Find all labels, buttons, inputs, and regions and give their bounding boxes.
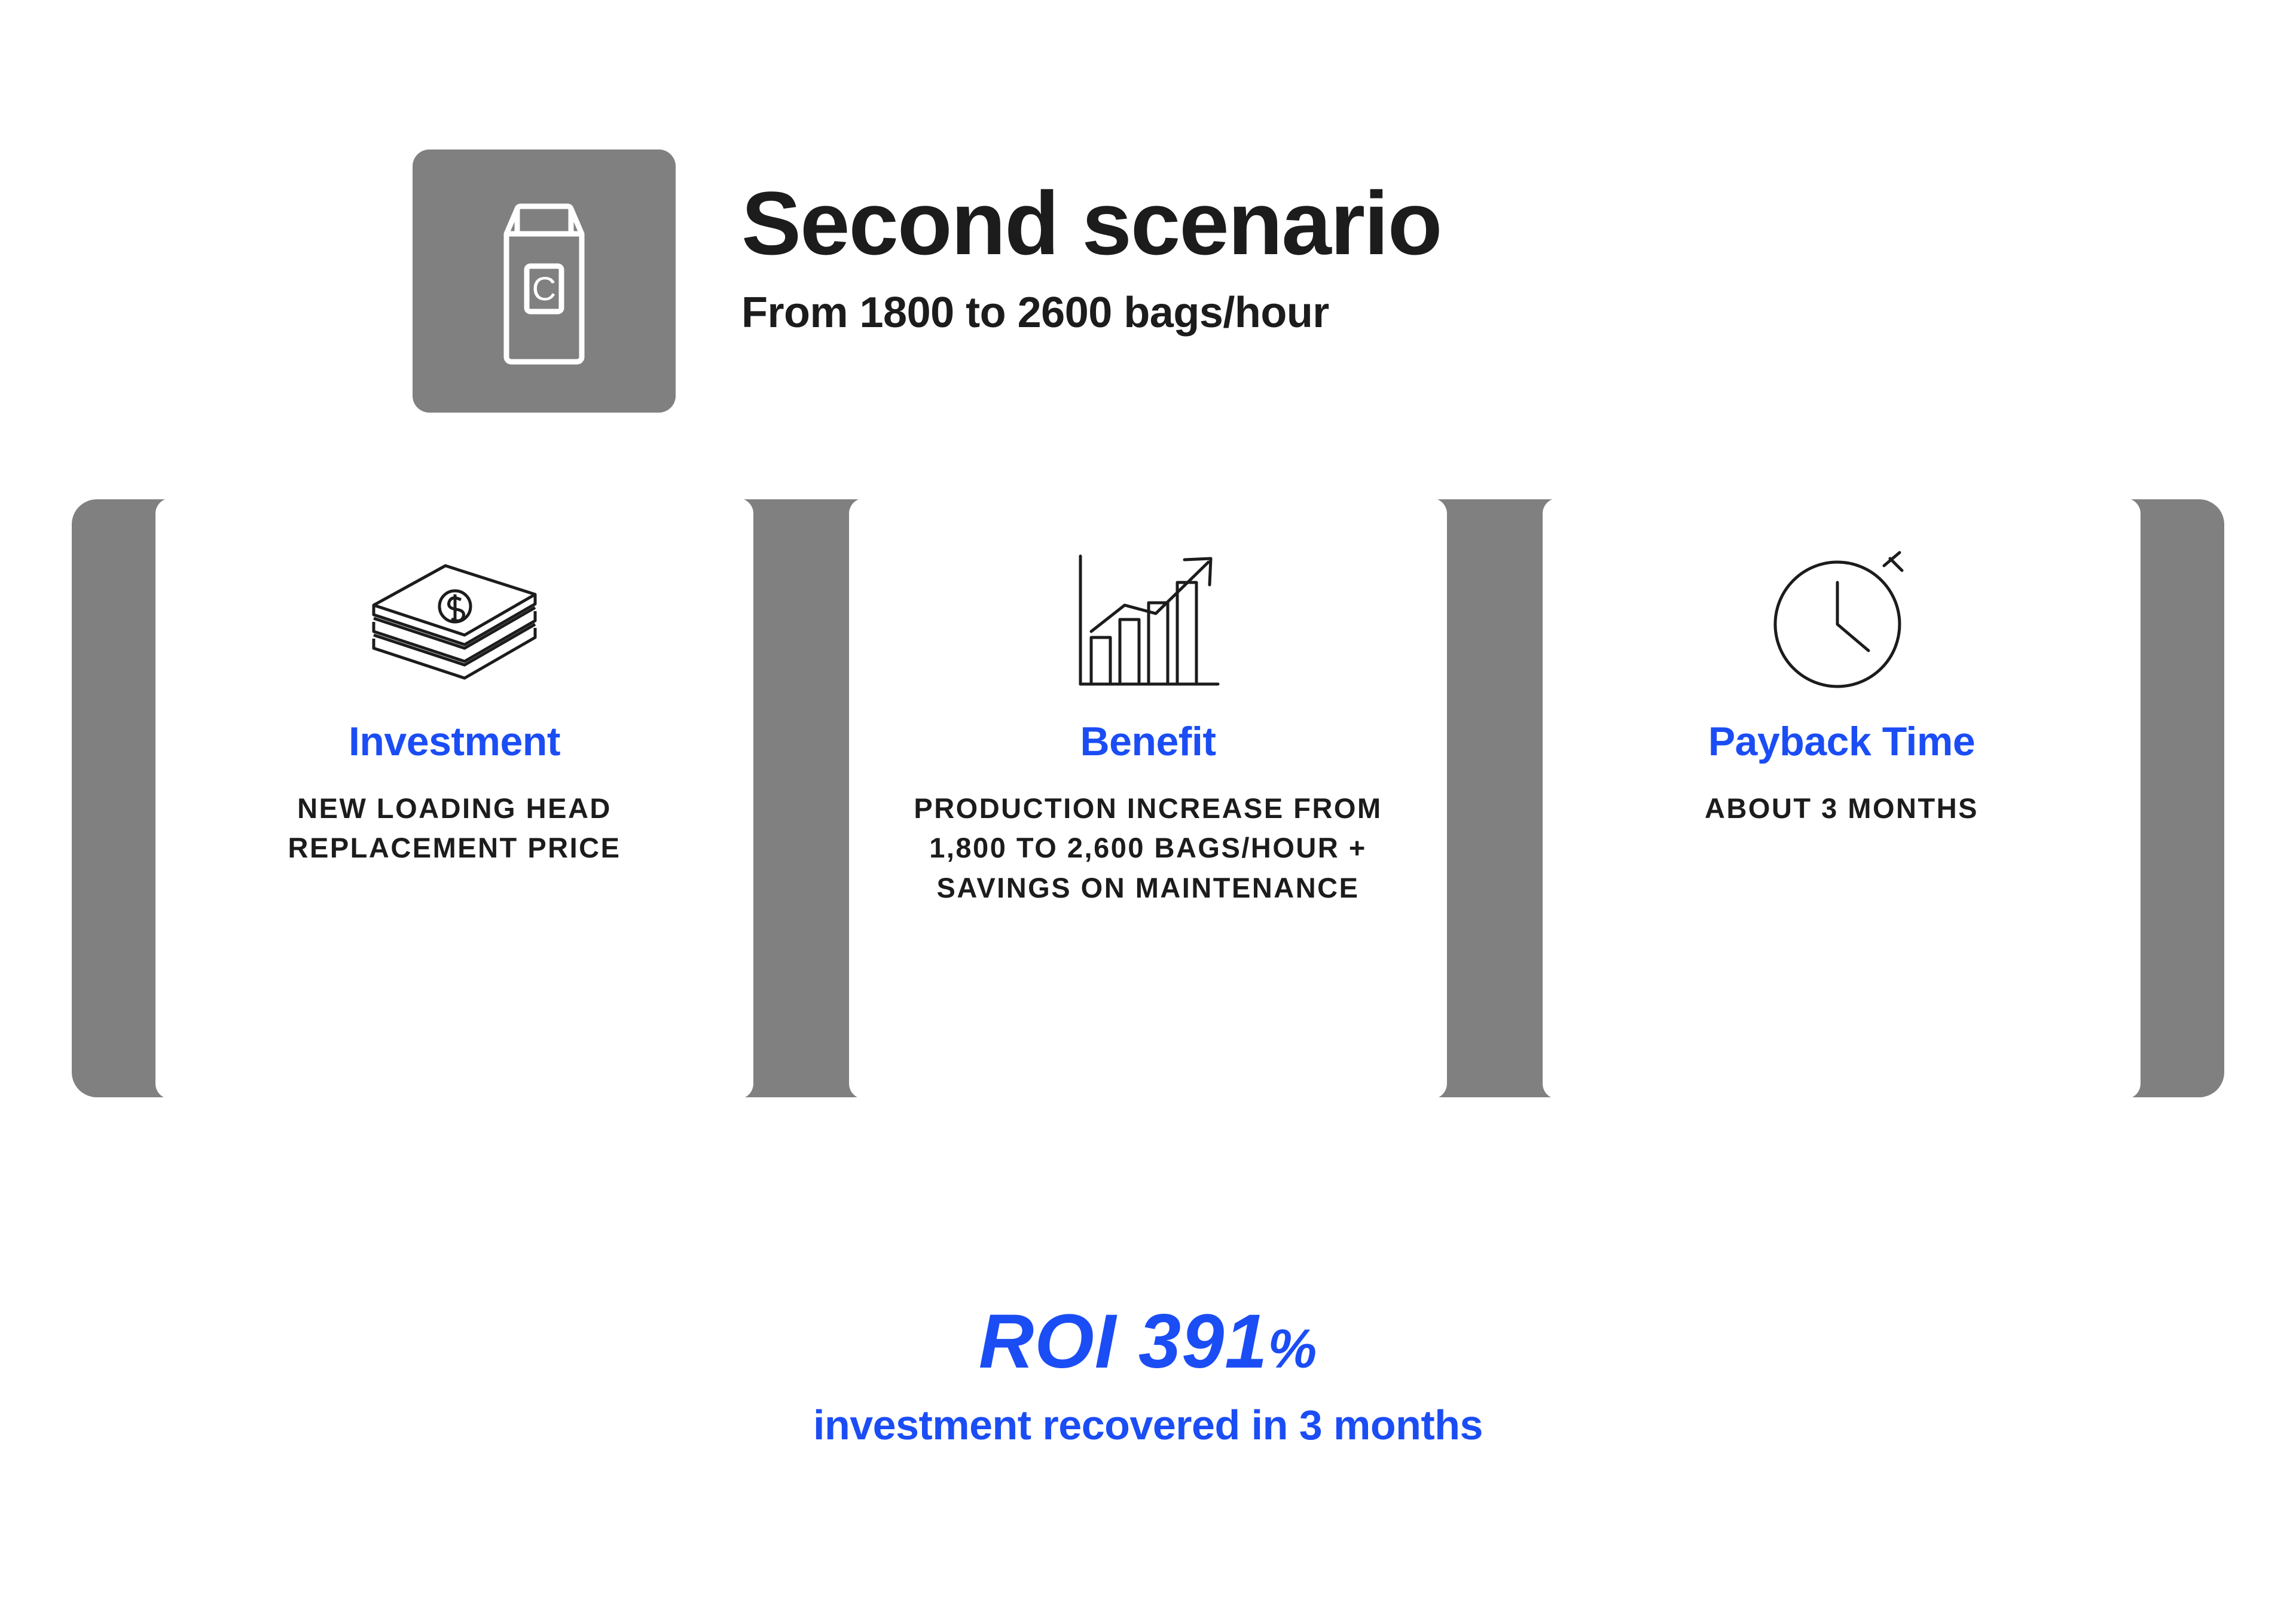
growth-bar-chart-icon — [1067, 533, 1229, 712]
card-payback-time — [1543, 498, 2141, 1099]
card-investment — [155, 498, 753, 1099]
header — [413, 149, 1441, 413]
coffee-bag-icon — [413, 149, 676, 413]
header-text — [741, 149, 1441, 337]
cards-panel — [72, 499, 2224, 1097]
page-title: Second scenario — [741, 173, 1442, 273]
stopwatch-icon — [1761, 533, 1922, 712]
card-description: PRODUCTION INCREASE FROM 1,800 TO 2,600 BAGS/HOUR + SAVINGS ON MAINTENANCE — [914, 792, 1382, 904]
card-title: Payback Time — [1708, 718, 1976, 764]
card-benefit — [849, 498, 1447, 1099]
card-description: NEW LOADING HEAD REPLACEMENT PRICE — [288, 792, 621, 864]
money-stack-icon — [356, 533, 553, 712]
card-title: Benefit — [1080, 718, 1216, 764]
card-title: Investment — [349, 718, 560, 764]
roi-block — [0, 1298, 2296, 1449]
page-subtitle: From 1800 to 2600 bags/hour — [741, 289, 1329, 337]
roi-label: ROI 391 — [978, 1299, 1268, 1384]
svg-text:C: C — [532, 270, 557, 307]
roi-note: investment recovered in 3 months — [813, 1402, 1483, 1448]
roi-value — [0, 1298, 2296, 1386]
roi-percent-symbol: % — [1268, 1319, 1318, 1380]
card-description: ABOUT 3 MONTHS — [1705, 792, 1979, 824]
